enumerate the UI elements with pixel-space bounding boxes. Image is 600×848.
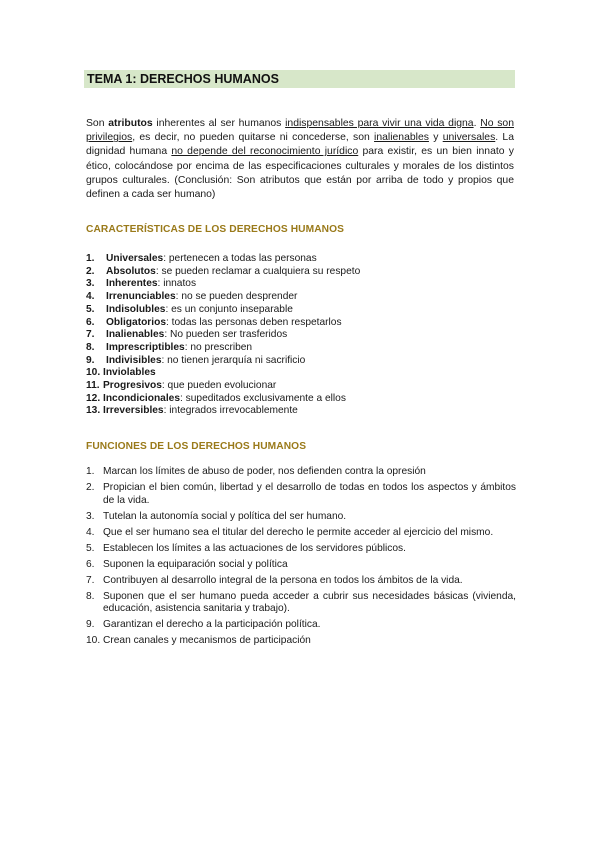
list-item-number: 8. bbox=[86, 590, 95, 602]
list-item bbox=[86, 342, 516, 355]
list-item-term: Inalienables bbox=[106, 329, 165, 341]
list-item-number: 3. bbox=[86, 278, 95, 290]
list-item-description: : no tienen jerarquía ni sacrificio bbox=[161, 354, 306, 366]
list-item-text: Garantizan el derecho a la participación política. bbox=[103, 619, 321, 631]
list-item-number: 6. bbox=[86, 316, 95, 328]
page-title: TEMA 1: DERECHOS HUMANOS bbox=[84, 70, 515, 88]
list-item bbox=[86, 543, 516, 556]
list-item bbox=[86, 591, 516, 616]
list-item-number: 7. bbox=[86, 574, 95, 586]
list-item-term: Irrenunciables bbox=[106, 291, 176, 303]
list-item-description: : No pueden ser trasferidos bbox=[164, 329, 288, 341]
list-item-number: 6. bbox=[86, 558, 95, 570]
list-item-number: 10. bbox=[86, 367, 101, 379]
list-item-text: Propician el bien común, libertad y el desarrollo de todas en todos los aspectos y ámbitos de la vida. bbox=[103, 482, 516, 506]
list-item bbox=[86, 511, 516, 524]
list-item-term: Inviolables bbox=[103, 367, 156, 379]
list-item-term: Irreversibles bbox=[103, 405, 164, 417]
list-item bbox=[86, 367, 516, 380]
list-item-description: : se pueden reclamar a cualquiera su respeto bbox=[155, 265, 361, 277]
list-item-term: Absolutos bbox=[106, 265, 156, 277]
list-item-number: 9. bbox=[86, 354, 95, 366]
intro-bold-atributos: atributos bbox=[108, 118, 153, 129]
intro-paragraph bbox=[86, 117, 514, 202]
list-item-text: Suponen la equiparación social y política bbox=[103, 558, 288, 570]
characteristics-heading: CARACTERÍSTICAS DE LOS DERECHOS HUMANOS bbox=[86, 224, 345, 235]
list-item-number: 7. bbox=[86, 329, 95, 341]
list-item-number: 12. bbox=[86, 392, 101, 404]
list-item bbox=[86, 253, 516, 266]
list-item-text: Que el ser humano sea el titular del derecho le permite acceder al ejercicio del mismo. bbox=[103, 526, 494, 538]
list-item-number: 5. bbox=[86, 303, 95, 315]
list-item-term: Imprescriptibles bbox=[106, 341, 185, 353]
list-item-description: : todas las personas deben respetarlos bbox=[166, 316, 342, 328]
list-item-number: 1. bbox=[86, 253, 95, 264]
list-item bbox=[86, 466, 516, 479]
list-item-number: 13. bbox=[86, 405, 101, 417]
list-item-number: 1. bbox=[86, 466, 95, 477]
list-item-term: Inherentes bbox=[106, 278, 158, 290]
list-item-description: : que pueden evolucionar bbox=[161, 380, 277, 392]
list-item-number: 9. bbox=[86, 619, 95, 631]
list-item-text: Suponen que el ser humano pueda acceder a cubrir sus necesidades básicas (vivienda, educación, asistencia sanitaria y trabajo). bbox=[103, 590, 516, 615]
list-item bbox=[86, 405, 516, 418]
characteristics-list bbox=[86, 253, 516, 418]
intro-underline-vida-digna: indispensables para vivir una vida digna bbox=[285, 118, 474, 129]
list-item bbox=[86, 317, 516, 330]
list-item-term: Progresivos bbox=[103, 380, 162, 392]
intro-text: , es decir, no pueden quitarse ni concederse, son bbox=[132, 132, 375, 144]
list-item bbox=[86, 559, 516, 572]
list-item-term: Obligatorios bbox=[106, 316, 166, 328]
intro-underline-reconocimiento: no depende del reconocimiento jurídico bbox=[171, 146, 359, 158]
list-item bbox=[86, 635, 516, 648]
intro-underline-inalienables: inalienables bbox=[374, 132, 429, 144]
intro-text: y bbox=[428, 132, 443, 144]
intro-underline-universales: universales bbox=[442, 132, 496, 144]
list-item bbox=[86, 304, 516, 317]
list-item bbox=[86, 527, 516, 540]
list-item-description: : pertenecen a todas las personas bbox=[163, 253, 317, 264]
list-item-description: : supeditados exclusivamente a ellos bbox=[180, 392, 346, 404]
list-item-text: Crean canales y mecanismos de participación bbox=[103, 635, 311, 647]
list-item bbox=[86, 291, 516, 304]
functions-heading: FUNCIONES DE LOS DERECHOS HUMANOS bbox=[86, 441, 307, 452]
list-item bbox=[86, 266, 516, 279]
list-item bbox=[86, 355, 516, 368]
list-item bbox=[86, 329, 516, 342]
list-item-number: 3. bbox=[86, 510, 95, 522]
list-item-term: Indivisibles bbox=[106, 354, 162, 366]
list-item bbox=[86, 482, 516, 507]
functions-list bbox=[86, 466, 516, 651]
intro-text: . La dignidad humana bbox=[86, 132, 514, 158]
list-item bbox=[86, 380, 516, 393]
list-item-term: Indisolubles bbox=[106, 303, 166, 315]
list-item-term: Incondicionales bbox=[103, 392, 180, 404]
list-item-description: : integrados irrevocablemente bbox=[163, 405, 298, 417]
list-item-number: 4. bbox=[86, 291, 95, 303]
list-item bbox=[86, 393, 516, 406]
list-item-description: : no se pueden desprender bbox=[175, 291, 298, 303]
list-item-number: 2. bbox=[86, 265, 95, 277]
list-item-number: 2. bbox=[86, 482, 95, 493]
intro-text: para existir, es un bien innato y ético, colocándose por encima de las especificaciones culturales y morales de los distintos grupos culturales. (Conclusión: Son atributos que están por arriba de todo y propios que definen a cada ser humano) bbox=[86, 146, 514, 201]
list-item-number: 4. bbox=[86, 526, 95, 538]
intro-text: . bbox=[473, 118, 481, 129]
list-item bbox=[86, 575, 516, 588]
list-item bbox=[86, 278, 516, 291]
list-item bbox=[86, 619, 516, 632]
list-item-number: 8. bbox=[86, 341, 95, 353]
intro-text: Son bbox=[86, 118, 109, 129]
list-item-text: Marcan los límites de abuso de poder, nos defienden contra la opresión bbox=[103, 466, 426, 477]
intro-text: inherentes al ser humanos bbox=[152, 118, 286, 129]
list-item-description: : es un conjunto inseparable bbox=[165, 303, 293, 315]
list-item-text: Contribuyen al desarrollo integral de la persona en todos los ámbitos de la vida. bbox=[103, 574, 463, 586]
list-item-number: 11. bbox=[86, 380, 100, 392]
list-item-number: 10. bbox=[86, 635, 101, 647]
intro-underline-no-privilegios: No son privilegios bbox=[86, 118, 514, 144]
list-item-term: Universales bbox=[106, 253, 164, 264]
list-item-number: 5. bbox=[86, 542, 95, 554]
list-item-text: Establecen los límites a las actuaciones de los servidores públicos. bbox=[103, 542, 406, 554]
list-item-text: Tutelan la autonomía social y política del ser humano. bbox=[103, 510, 347, 522]
list-item-description: : no prescriben bbox=[184, 341, 253, 353]
list-item-description: : innatos bbox=[157, 278, 197, 290]
